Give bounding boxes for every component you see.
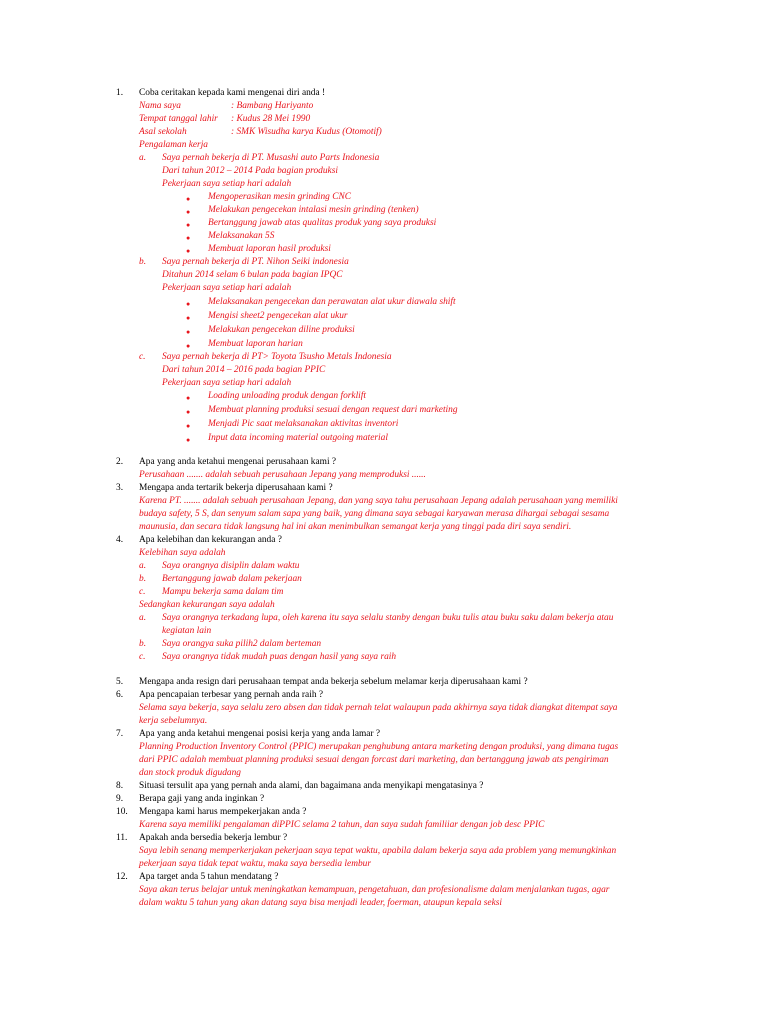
q4-question: Apa kelebihan dan kekurangan anda ? — [139, 535, 282, 545]
experience-title: Pengalaman kerja — [139, 140, 208, 150]
q1-number: 1. — [116, 88, 124, 98]
q8-number: 8. — [116, 781, 124, 791]
q7-answer-line3: dan stock produk digudang — [139, 768, 241, 778]
list-item: Bertanggung jawab dalam pekerjaan — [162, 574, 302, 584]
exp-b-period: Ditahun 2014 selam 6 bulan pada bagian IPQC — [162, 270, 343, 280]
q9-question: Berapa gaji yang anda inginkan ? — [139, 794, 265, 804]
q5-question: Mengapa anda resign dari perusahaan tempat anda bekerja sebelum melamar kerja diperusahaan kami ? — [139, 677, 528, 687]
exp-a-company: Saya pernah bekerja di PT. Musashi auto Parts Indonesia — [162, 153, 380, 163]
q7-question: Apa yang anda ketahui mengenai posisi kerja yang anda lamar ? — [139, 729, 381, 739]
list-item: Menjadi Pic saat melaksanakan aktivitas inventori — [208, 419, 399, 429]
list-item: Loading unloading produk dengan forklift — [208, 391, 366, 401]
q6-number: 6. — [116, 690, 124, 700]
name-label: Nama saya — [139, 101, 181, 111]
q3-answer-line1: Karena PT. ....... adalah sebuah perusahaan Jepang, dan yang saya tahu perusahaan Jepang adalah perusahaan yang memiliki — [139, 496, 618, 506]
q9-number: 9. — [116, 794, 124, 804]
list-item: Saya orangya suka pilih2 dalam berteman — [162, 639, 322, 649]
bullet-icon: ● — [186, 208, 191, 216]
q10-question: Mengapa kami harus mempekerjakan anda ? — [139, 807, 307, 817]
q7-number: 7. — [116, 729, 124, 739]
list-marker: a. — [139, 613, 147, 623]
list-marker: c. — [139, 652, 146, 662]
q12-answer-line2: dalam waktu 5 tahun yang akan datang saya bisa menjadi leader, foerman, ataupun kepala seksi — [139, 898, 502, 908]
q4-weaknesses-title: Sedangkan kekurangan saya adalah — [139, 600, 275, 610]
bullet-icon: ● — [186, 247, 191, 255]
q3-answer-line2: budaya safety, 5 S, dan senyum salam sapa yang baik, yang dimana saya sebagai karyawan merasa dihargai sebagai sesama — [139, 509, 610, 519]
q5-number: 5. — [116, 677, 124, 687]
bullet-icon: ● — [186, 422, 191, 430]
exp-c-marker: c. — [139, 352, 146, 362]
q11-question: Apakah anda bersedia bekerja lembur ? — [139, 833, 288, 843]
q8-question: Situasi tersulit apa yang pernah anda alami, dan bagaimana anda menyikapi mengatasinya ? — [139, 781, 484, 791]
q7-answer-line1: Planning Production Inventory Control (PPIC) merupakan penghubung antara marketing dengan produksi, yang dimana tugas — [139, 742, 619, 752]
q3-answer-line3: maunusia, dan secara tidak langsung hal ini akan menimbulkan semangat kerja yang tinggi pada diri saya sendiri. — [139, 522, 572, 532]
exp-b-company: Saya pernah bekerja di PT. Nihon Seiki indonesia — [162, 257, 349, 267]
exp-c-duty-title: Pekerjaan saya setiap hari adalah — [162, 378, 292, 388]
bullet-icon: ● — [186, 436, 191, 444]
q12-question: Apa target anda 5 tahun mendatang ? — [139, 872, 279, 882]
q6-question: Apa pencapaian terbesar yang pernah anda raih ? — [139, 690, 324, 700]
exp-a-period: Dari tahun 2012 – 2014 Pada bagian produksi — [162, 166, 338, 176]
list-item: Saya orangnya disiplin dalam waktu — [162, 561, 300, 571]
q4-number: 4. — [116, 535, 124, 545]
dob-value: : Kudus 28 Mei 1990 — [231, 114, 311, 124]
bullet-icon: ● — [186, 328, 191, 336]
bullet-icon: ● — [186, 314, 191, 322]
school-label: Asal sekolah — [139, 127, 187, 137]
list-item: Input data incoming material outgoing material — [208, 433, 388, 443]
q11-answer-line1: Saya lebih senang memperkerjakan pekerjaan saya tepat waktu, apabila dalam bekerja saya ada problem yang memungkinkan — [139, 846, 617, 856]
dob-label: Tempat tanggal lahir — [139, 114, 218, 124]
list-item-continued: kegiatan lain — [162, 626, 212, 636]
q12-answer-line1: Saya akan terus belajar untuk meningkatkan kemampuan, pengetahuan, dan profesionalisme dalam menjalankan tugas, agar — [139, 885, 610, 895]
bullet-icon: ● — [186, 221, 191, 229]
list-item: Saya orangnya tidak mudah puas dengan hasil yang saya raih — [162, 652, 397, 662]
list-item: Saya orangnya terkadang lupa, oleh karena itu saya selalu stanby dengan buku tulis atau buku saku dalam bekerja atau — [162, 613, 614, 623]
q10-number: 10. — [116, 807, 128, 817]
q7-answer-line2: dari PPIC adalah membuat planning produksi sesuai dengan forcast dari marketing, dan bertanggung jawab ats pengiriman — [139, 755, 609, 765]
list-marker: c. — [139, 587, 146, 597]
q3-number: 3. — [116, 483, 124, 493]
list-item: Melakukan pengecekan intalasi mesin grinding (tenken) — [208, 205, 419, 215]
exp-a-marker: a. — [139, 153, 147, 163]
exp-b-marker: b. — [139, 257, 147, 267]
list-item: Melakukan pengecekan diline produksi — [208, 325, 355, 335]
list-marker: b. — [139, 574, 147, 584]
list-item: Melaksanakan pengecekan dan perawatan alat ukur diawala shift — [208, 297, 456, 307]
q1-question: Coba ceritakan kepada kami mengenai diri anda ! — [139, 88, 326, 98]
name-value: : Bambang Hariyanto — [231, 101, 314, 111]
list-item: Mampu bekerja sama dalam tim — [162, 587, 284, 597]
bullet-icon: ● — [186, 394, 191, 402]
list-item: Membuat planning produksi sesuai dengan request dari marketing — [208, 405, 458, 415]
bullet-icon: ● — [186, 300, 191, 308]
q2-number: 2. — [116, 457, 124, 467]
list-marker: a. — [139, 561, 147, 571]
q12-number: 12. — [116, 872, 128, 882]
q2-question: Apa yang anda ketahui mengenai perusahaan kami ? — [139, 457, 337, 467]
exp-c-company: Saya pernah bekerja di PT> Toyota Tsusho Metals Indonesia — [162, 352, 392, 362]
school-value: : SMK Wisudha karya Kudus (Otomotif) — [231, 127, 382, 137]
q3-question: Mengapa anda tertarik bekerja diperusahaan kami ? — [139, 483, 333, 493]
q4-strengths-title: Kelebihan saya adalah — [139, 548, 226, 558]
list-item: Melaksanakan 5S — [208, 231, 275, 241]
list-item: Mengisi sheet2 pengecekan alat ukur — [208, 311, 348, 321]
exp-b-duty-title: Pekerjaan saya setiap hari adalah — [162, 283, 292, 293]
list-item: Bertanggung jawab atas qualitas produk yang saya produksi — [208, 218, 437, 228]
list-item: Membuat laporan harian — [208, 339, 303, 349]
list-marker: b. — [139, 639, 147, 649]
bullet-icon: ● — [186, 195, 191, 203]
bullet-icon: ● — [186, 234, 191, 242]
q2-answer: Perusahaan ....... adalah sebuah perusahaan Jepang yang memproduksi ...... — [139, 470, 426, 480]
q11-answer-line2: pekerjaan saya tidak tepat waktu, maka saya bersedia lembur — [139, 859, 371, 869]
q10-answer: Karena saya memiliki pengalaman diPPIC selama 2 tahun, dan saya sudah familiiar dengan job desc PPIC — [139, 820, 545, 830]
bullet-icon: ● — [186, 342, 191, 350]
exp-a-duty-title: Pekerjaan saya setiap hari adalah — [162, 179, 292, 189]
q11-number: 11. — [116, 833, 128, 843]
q6-answer-line2: kerja sebelumnya. — [139, 716, 208, 726]
list-item: Mengoperasikan mesin grinding CNC — [208, 192, 351, 202]
exp-c-period: Dari tahun 2014 – 2016 pada bagian PPIC — [162, 365, 326, 375]
list-item: Membuat laporan hasil produksi — [208, 244, 331, 254]
q6-answer-line1: Selama saya bekerja, saya selalu zero absen dan tidak pernah telat walaupun pada akhirnya saya tidak diangkat ditempat saya — [139, 703, 618, 713]
bullet-icon: ● — [186, 408, 191, 416]
